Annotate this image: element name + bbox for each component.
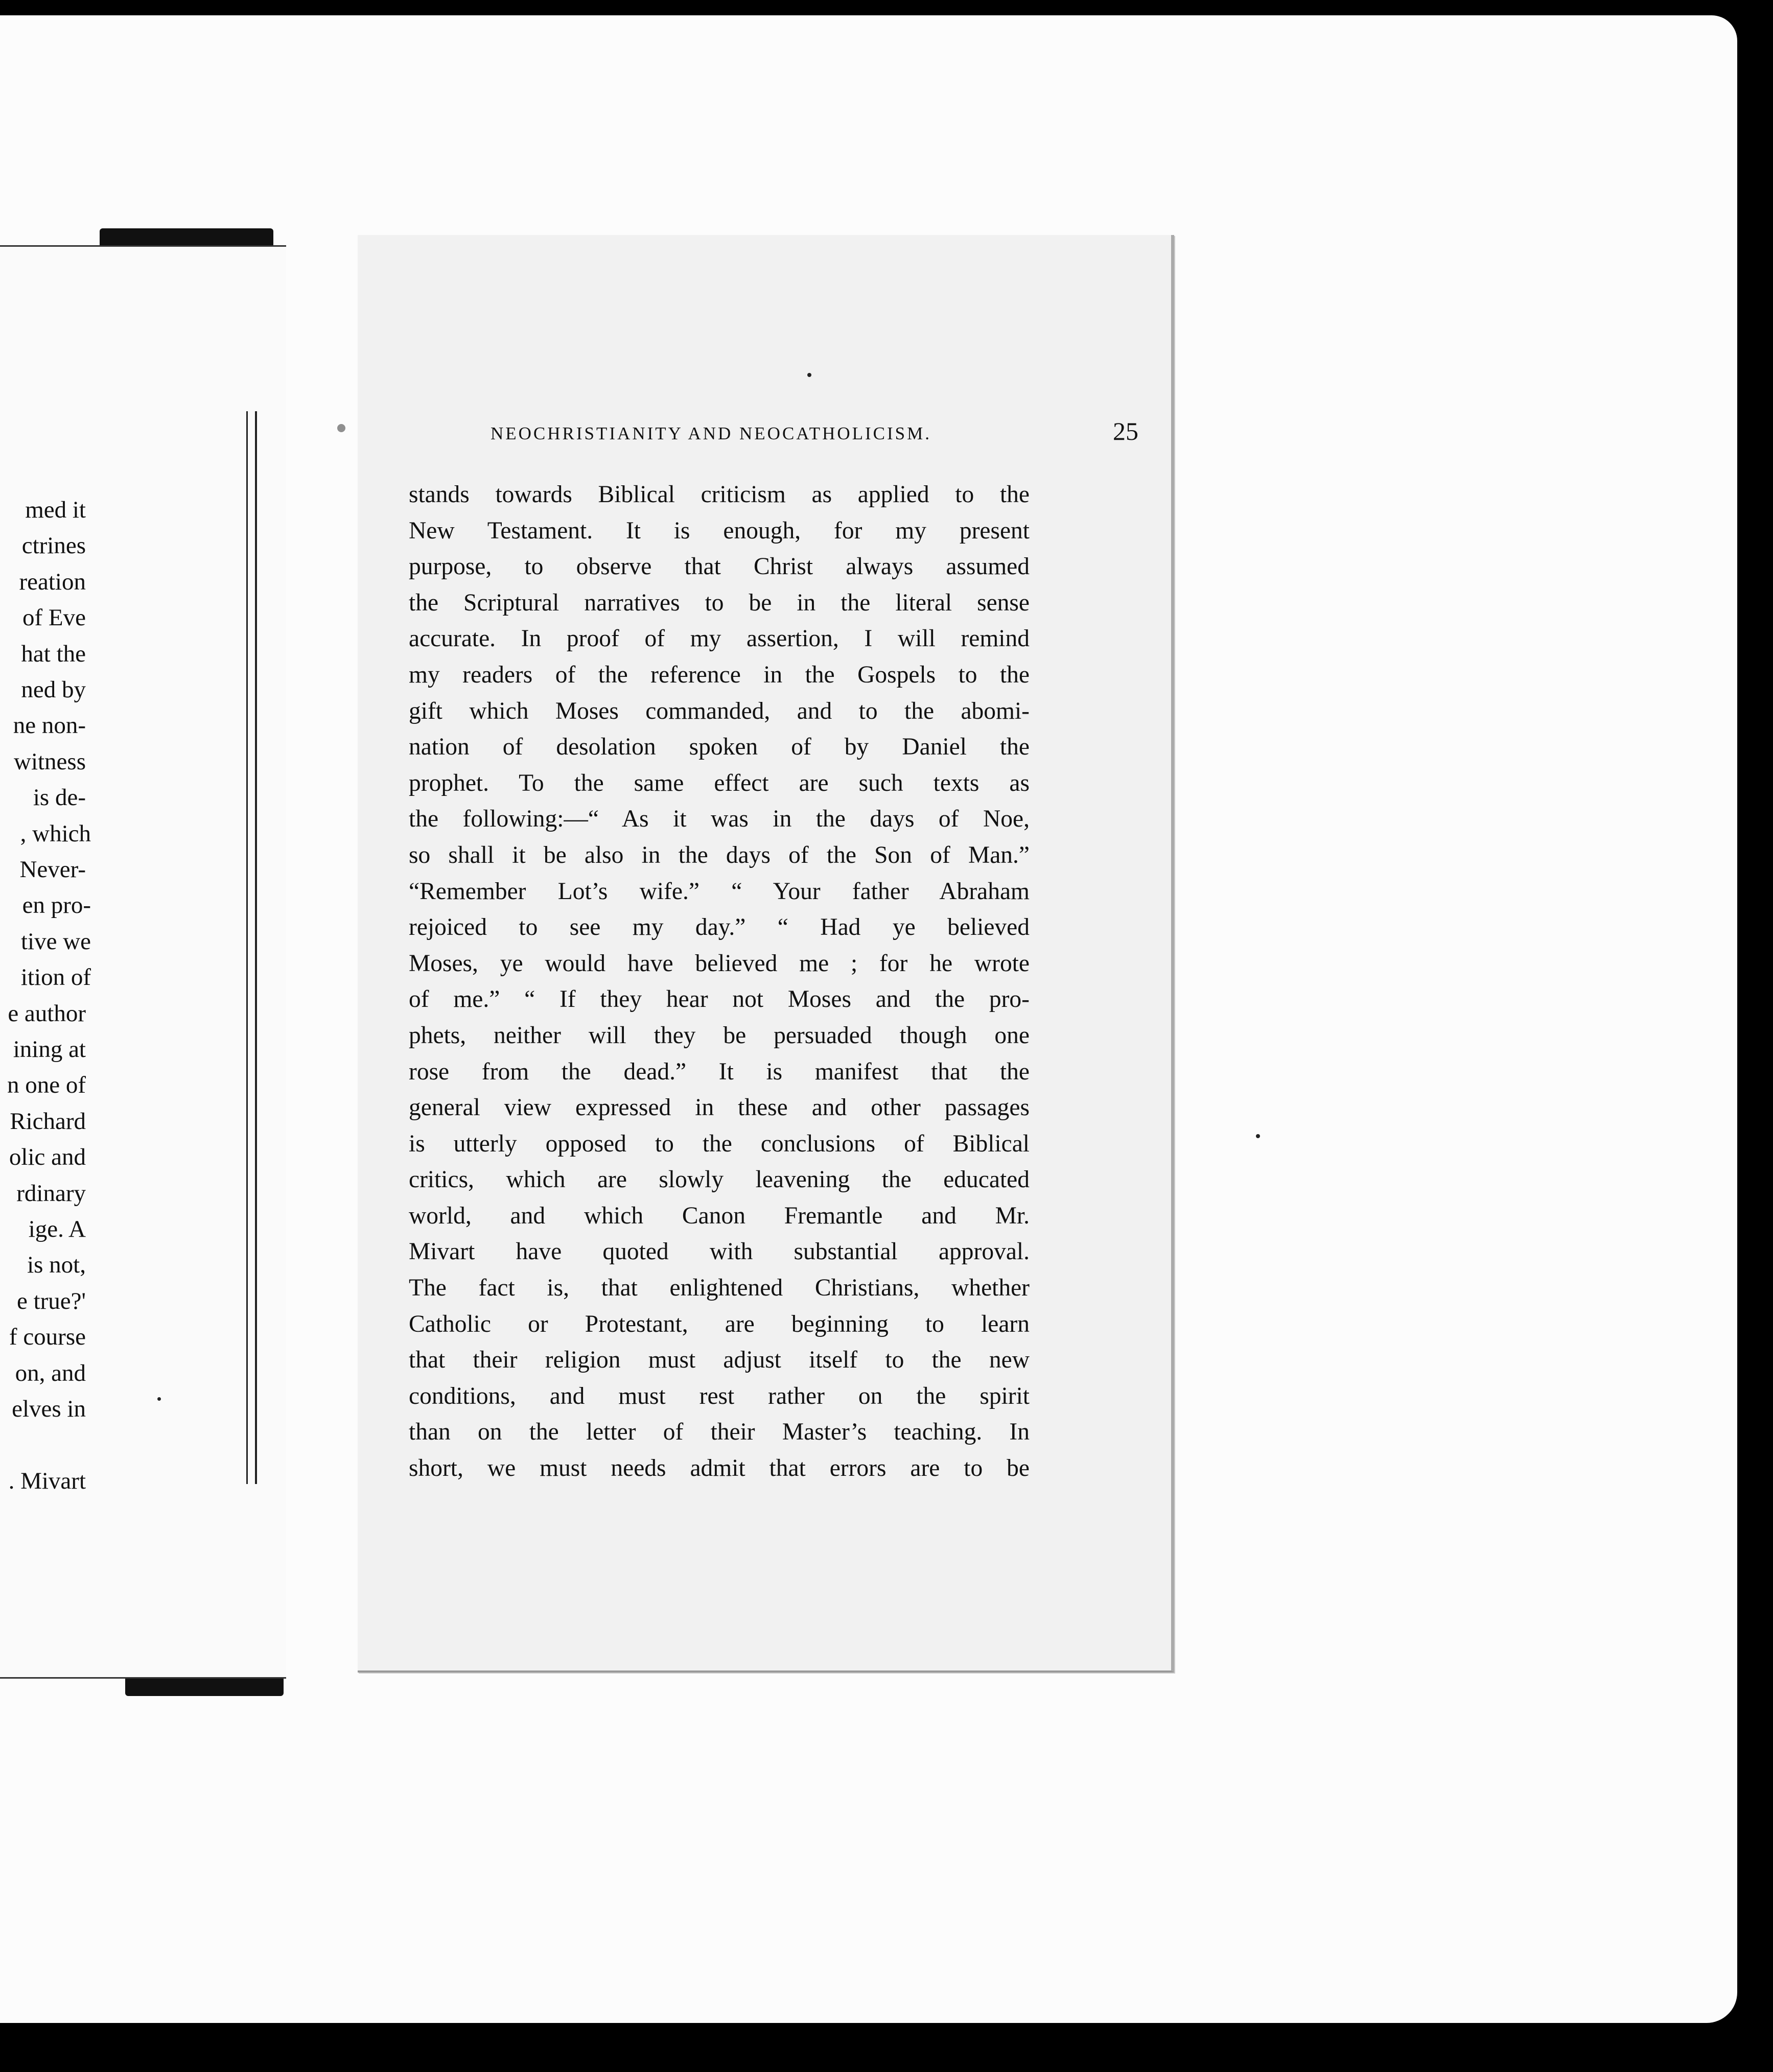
scan-speck <box>1256 1134 1260 1138</box>
body-text-line: rose from the dead.” It is manifest that the <box>409 1058 1030 1085</box>
body-text-line: New Testament. It is enough, for my present <box>409 517 1030 544</box>
running-head: NEOCHRISTIANITY AND NEOCATHOLICISM. <box>491 423 931 443</box>
left-page-line: med it <box>25 497 86 523</box>
body-text-line: phets, neither will they be persuaded though one <box>409 1022 1030 1049</box>
body-text-line: nation of desolation spoken of by Daniel the <box>409 734 1030 761</box>
left-page-line: . Mivart <box>8 1467 86 1494</box>
body-text-line: critics, which are slowly leavening the educated <box>409 1166 1030 1193</box>
bottom-tape-strip <box>125 1676 284 1696</box>
scan-speck <box>337 424 345 432</box>
left-page-line: elves in <box>12 1396 86 1422</box>
left-page-line: rdinary <box>16 1180 86 1207</box>
left-page-line: reation <box>19 568 86 595</box>
left-page-line: Never- <box>19 856 86 883</box>
left-page-line: Richard <box>10 1108 86 1135</box>
body-text-line: conditions, and must rest rather on the spirit <box>409 1382 1030 1409</box>
left-page-line: ining at <box>13 1036 86 1063</box>
left-page-line: e true?' <box>16 1287 86 1314</box>
left-page-line: ctrines <box>21 532 86 559</box>
left-page-line: olic and <box>9 1144 86 1171</box>
left-page-line: ige. A <box>28 1216 86 1242</box>
scan-speck <box>807 373 811 377</box>
left-page-line: is de- <box>33 784 86 811</box>
book-spine-gutter <box>246 411 257 1484</box>
body-text-line: “Remember Lot’s wife.” “ Your father Abraham <box>409 878 1030 905</box>
left-page-line: is not, <box>27 1252 86 1279</box>
left-facing-page <box>0 245 286 1679</box>
body-text-line: Catholic or Protestant, are beginning to learn <box>409 1310 1030 1337</box>
left-page-line: en pro- <box>22 892 91 919</box>
body-text-line: of me.” “ If they hear not Moses and the pro- <box>409 986 1030 1013</box>
body-text-line: gift which Moses commanded, and to the abomi- <box>409 697 1030 724</box>
body-text-line: short, we must needs admit that errors are to be <box>409 1455 1030 1482</box>
left-page-line: ne non- <box>13 712 86 739</box>
body-text-line: my readers of the reference in the Gospels to the <box>409 661 1030 688</box>
left-page-line: hat the <box>21 640 86 667</box>
left-page-line: tive we <box>20 928 91 955</box>
left-page-line: on, and <box>15 1359 86 1386</box>
scan-speck <box>157 1397 161 1401</box>
page-header <box>491 416 1155 452</box>
left-page-line: ition of <box>20 964 91 991</box>
left-page-line: of Eve <box>22 604 86 631</box>
left-page-line: , which <box>20 820 91 847</box>
body-text-line: accurate. In proof of my assertion, I will remind <box>409 625 1030 652</box>
body-text-line: rejoiced to see my day.” “ Had ye believed <box>409 914 1030 941</box>
body-text-line: the following:—“ As it was in the days of Noe, <box>409 806 1030 833</box>
right-page <box>358 235 1174 1673</box>
left-page-line: ned by <box>21 676 86 703</box>
page-number: 25 <box>1113 417 1138 445</box>
body-text-line: so shall it be also in the days of the Son of Man.” <box>409 841 1030 868</box>
body-text-line: stands towards Biblical criticism as applied to the <box>409 481 1030 508</box>
body-text-line: world, and which Canon Fremantle and Mr. <box>409 1202 1030 1229</box>
body-text-line: that their religion must adjust itself to the new <box>409 1347 1030 1374</box>
body-text-line: general view expressed in these and other passages <box>409 1094 1030 1121</box>
body-text-line: is utterly opposed to the conclusions of Biblical <box>409 1130 1030 1157</box>
body-text-line: The fact is, that enlightened Christians, whether <box>409 1275 1030 1302</box>
body-text <box>409 477 1030 1487</box>
body-text-line: Mivart have quoted with substantial approval. <box>409 1238 1030 1265</box>
body-text-line: purpose, to observe that Christ always assumed <box>409 553 1030 580</box>
body-text-line: prophet. To the same effect are such texts as <box>409 769 1030 796</box>
left-page-line: n one of <box>7 1072 86 1099</box>
left-page-line: witness <box>14 748 86 775</box>
left-page-line: f course <box>9 1324 86 1351</box>
left-page-line: e author <box>8 1000 86 1027</box>
body-text-line: the Scriptural narratives to be in the literal sense <box>409 589 1030 616</box>
body-text-line: than on the letter of their Master’s teaching. In <box>409 1419 1030 1446</box>
body-text-line: Moses, ye would have believed me ; for he wrote <box>409 950 1030 977</box>
